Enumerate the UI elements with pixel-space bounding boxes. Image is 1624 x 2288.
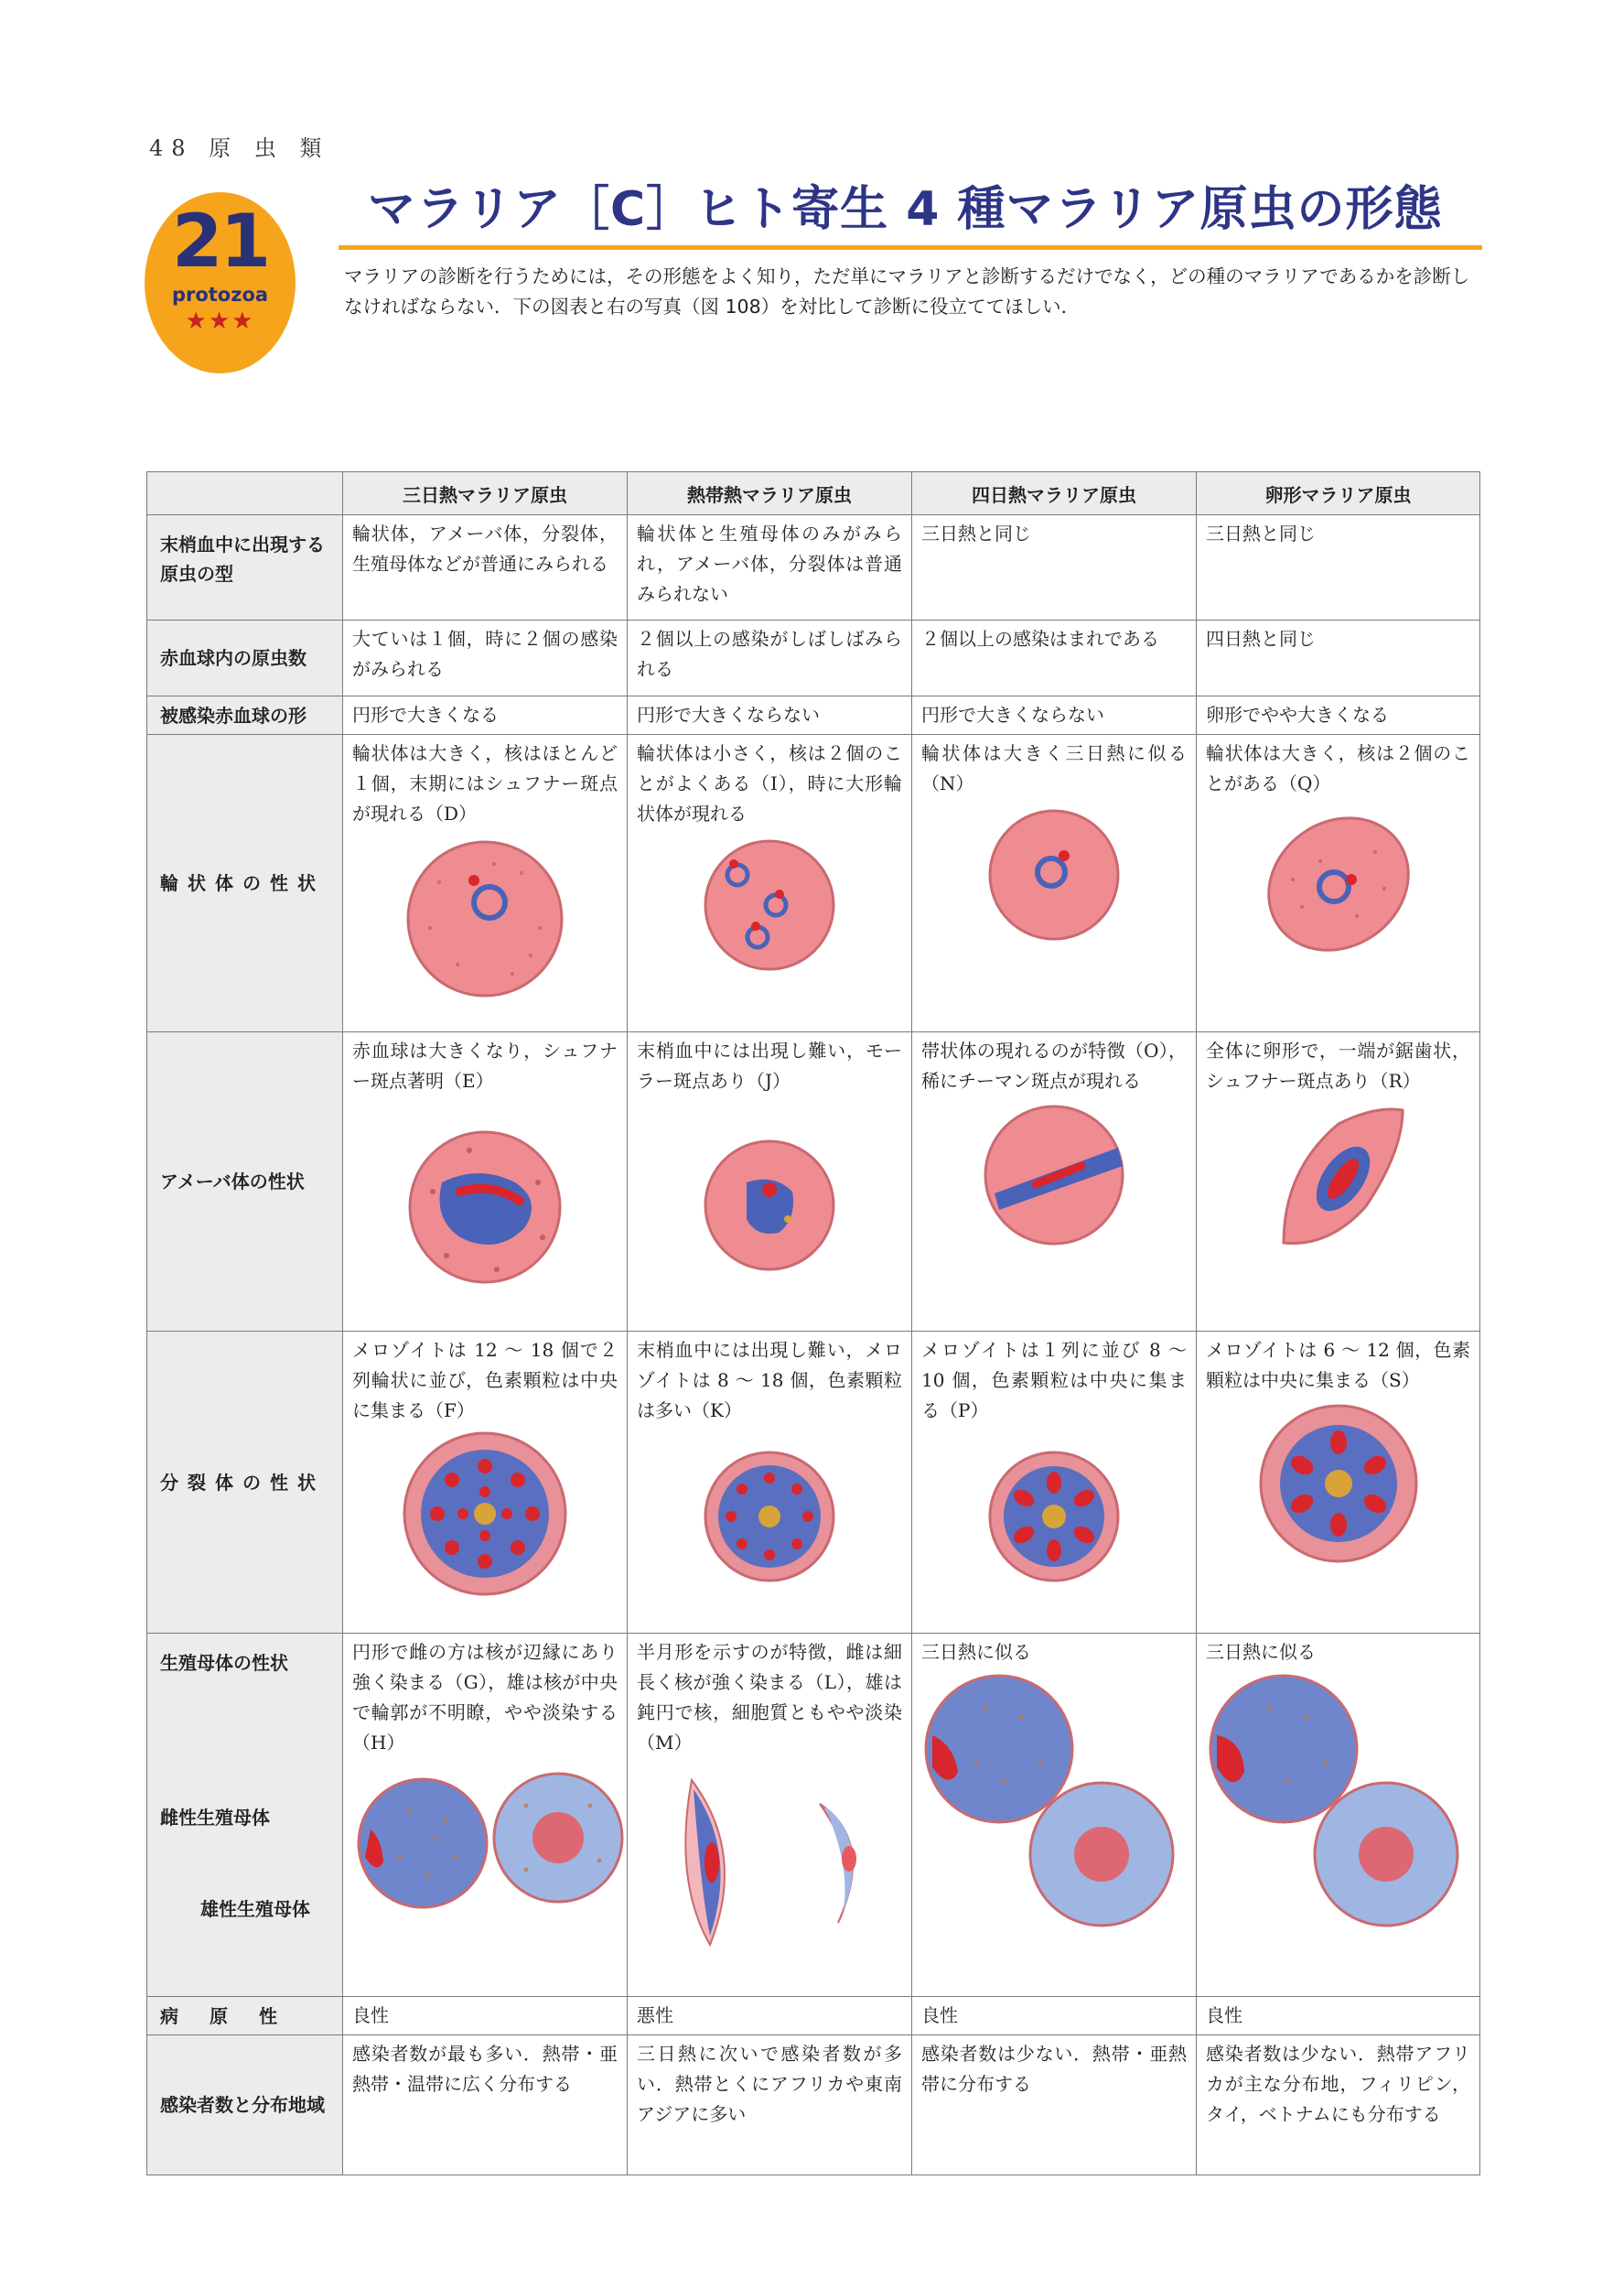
schizont-ovale-illustration: [1256, 1401, 1421, 1566]
table-cell: 円形で雌の方は核が辺縁にあり強く染まる（G），雄は核が中央で輪郭が不明瞭，やや淡染する（H）: [352, 1641, 618, 1754]
amoeboid-form-falciparum-illustration: [701, 1137, 838, 1274]
table-cell: 輪状体と生殖母体のみがみられ，アメーバ体，分裂体は普通みられない: [637, 523, 902, 605]
table-row: [147, 515, 1480, 621]
table-cell: 四日熱と同じ: [1206, 628, 1316, 650]
row-header: 生殖母体の性状 雌性生殖母体 雄性生殖母体: [147, 1634, 343, 1997]
ring-form-malariae-illustration: [985, 806, 1123, 944]
row-header: 末梢血中に出現する原虫の型: [147, 515, 343, 621]
table-cell: 大ていは１個，時に２個の感染がみられる: [352, 628, 618, 680]
ring-form-falciparum-illustration: [701, 836, 838, 974]
male-gametocyte-vivax-illustration: [489, 1769, 627, 1906]
table-cell: 輪状体，アメーバ体，分裂体，生殖母体などが普通にみられる: [352, 523, 618, 575]
table-row: [147, 696, 1480, 735]
table-cell: 良性: [921, 2004, 958, 2026]
table-cell: メロゾイトは１列に並び 8 ～ 10 個，色素顆粒は中央に集まる（P）: [921, 1339, 1187, 1421]
row-header: 被感染赤血球の形: [147, 696, 343, 735]
table-cell: 円形で大きくならない: [637, 704, 820, 726]
table-cell: メロゾイトは 6 ～ 12 個，色素顆粒は中央に集まる（S）: [1206, 1339, 1470, 1391]
table-row: [147, 1032, 1480, 1332]
table-cell: 円形で大きくなる: [352, 704, 499, 726]
table-cell: 末梢血中には出現し難い，メロゾイトは 8 ～ 18 個，色素顆粒は多い（K）: [637, 1339, 902, 1421]
corner-cell: [147, 472, 343, 515]
table-cell: 末梢血中には出現し難い，モーラー斑点あり（J）: [637, 1040, 902, 1092]
column-header: 熱帯熱マラリア原虫: [628, 472, 912, 515]
table-row: [147, 621, 1480, 696]
male-gametocyte-label: 雄性生殖母体: [200, 1898, 310, 1920]
table-cell: 三日熱と同じ: [1206, 523, 1316, 545]
chapter-badge: [145, 192, 296, 373]
row-header: 分裂体の性状: [147, 1332, 343, 1634]
row-header: 病原性: [147, 1997, 343, 2035]
table-cell: 三日熱に次いで感染者数が多い．熱帯とくにアフリカや東南アジアに多い: [637, 2043, 902, 2125]
table-cell: 悪性: [637, 2004, 673, 2026]
row-header: 感染者数と分布地域: [147, 2035, 343, 2175]
table-cell: 赤血球は大きくなり，シュフナー斑点著明（E）: [352, 1040, 618, 1092]
chapter-category: protozoa: [171, 284, 269, 306]
intro-paragraph: マラリアの診断を行うためには，その形態をよく知り，ただ単にマラリアと診断するだけでなく，どの種のマラリアであるかを診断しなければならない．下の図表と右の写真（図 108）を対比して診断に役立ててほしい．: [344, 265, 1470, 318]
table-cell: 感染者数は少ない．熱帯アフリカが主な分布地，フィリピン，タイ，ベトナムにも分布する: [1206, 2043, 1470, 2125]
female-gametocyte-vivax-illustration: [354, 1775, 491, 1912]
table-cell: 三日熱に似る: [921, 1641, 1031, 1663]
amoeboid-form-malariae-band-illustration: [981, 1102, 1127, 1248]
table-cell: 半月形を示すのが特徴，雌は細長く核が強く染まる（L），雄は鈍円で核，細胞質ともやや淡染（M）: [637, 1641, 902, 1754]
schizont-malariae-illustration: [985, 1448, 1123, 1585]
table-cell: 良性: [352, 2004, 389, 2026]
table-cell: 感染者数が最も多い．熱帯・亜熱帯・温帯に広く分布する: [352, 2043, 618, 2095]
table-cell: 輪状体は大きく三日熱に似る（N）: [921, 742, 1187, 794]
male-gametocyte-falciparum-illustration: [801, 1786, 884, 1932]
row-header: 赤血球内の原虫数: [147, 621, 343, 696]
table-cell: 感染者数は少ない．熱帯・亜熱帯に分布する: [921, 2043, 1187, 2095]
table-row: [147, 1997, 1480, 2035]
female-gametocyte-falciparum-illustration: [655, 1771, 756, 1954]
title-underline: [339, 245, 1482, 250]
table-row: [147, 2035, 1480, 2175]
row-header: 輪状体の性状: [147, 735, 343, 1032]
male-gametocyte-malariae-illustration: [1027, 1779, 1178, 1930]
table-cell: 帯状体の現れるのが特徴（O），稀にチーマン斑点が現れる: [921, 1040, 1187, 1092]
chapter-number: 21: [171, 199, 269, 284]
table-cell: 輪状体は小さく，核は２個のことがよくある（I），時に大形輪状体が現れる: [637, 742, 902, 825]
table-cell: ２個以上の感染はまれである: [921, 628, 1159, 650]
table-row: [147, 1634, 1480, 1997]
table-cell: 輪状体は大きく，核は２個のことがある（Q）: [1206, 742, 1470, 794]
table-cell: 良性: [1206, 2004, 1242, 2026]
importance-stars: ★★★: [185, 308, 255, 335]
table-cell: 三日熱に似る: [1206, 1641, 1316, 1663]
column-header: 卵形マラリア原虫: [1197, 472, 1480, 515]
schizont-falciparum-illustration: [701, 1448, 838, 1585]
column-header: 四日熱マラリア原虫: [912, 472, 1197, 515]
table-header-row: [147, 472, 1480, 515]
schizont-vivax-illustration: [401, 1430, 570, 1599]
page-title: マラリア［C］ヒト寄生 4 種マラリア原虫の形態: [368, 182, 1443, 237]
ring-form-ovale-illustration: [1256, 806, 1421, 962]
table-row: [147, 735, 1480, 1032]
female-gametocyte-label: 雌性生殖母体: [160, 1807, 270, 1829]
table-cell: 輪状体は大きく，核はほとんど１個，末期にはシュフナー斑点が現れる（D）: [352, 742, 618, 825]
male-gametocyte-ovale-illustration: [1311, 1779, 1462, 1930]
column-header: 三日熱マラリア原虫: [343, 472, 628, 515]
ring-form-vivax-illustration: [403, 836, 567, 1001]
table-cell: 卵形でやや大きくなる: [1206, 704, 1389, 726]
table-cell: 全体に卵形で，一端が鋸歯状，シュフナー斑点あり（R）: [1206, 1040, 1470, 1092]
page-header: 48 原 虫 類: [149, 135, 330, 161]
table-cell: 三日熱と同じ: [921, 523, 1031, 545]
amoeboid-form-ovale-illustration: [1265, 1096, 1412, 1252]
table-row: [147, 1332, 1480, 1634]
table-cell: メロゾイトは 12 ～ 18 個で２列輪状に並び，色素顆粒は中央に集まる（F）: [352, 1339, 618, 1421]
row-header: アメーバ体の性状: [147, 1032, 343, 1332]
table-cell: ２個以上の感染がしばしばみられる: [637, 628, 902, 680]
table-cell: 円形で大きくならない: [921, 704, 1104, 726]
amoeboid-form-vivax-illustration: [405, 1128, 565, 1288]
comparison-table: [146, 471, 1480, 2175]
